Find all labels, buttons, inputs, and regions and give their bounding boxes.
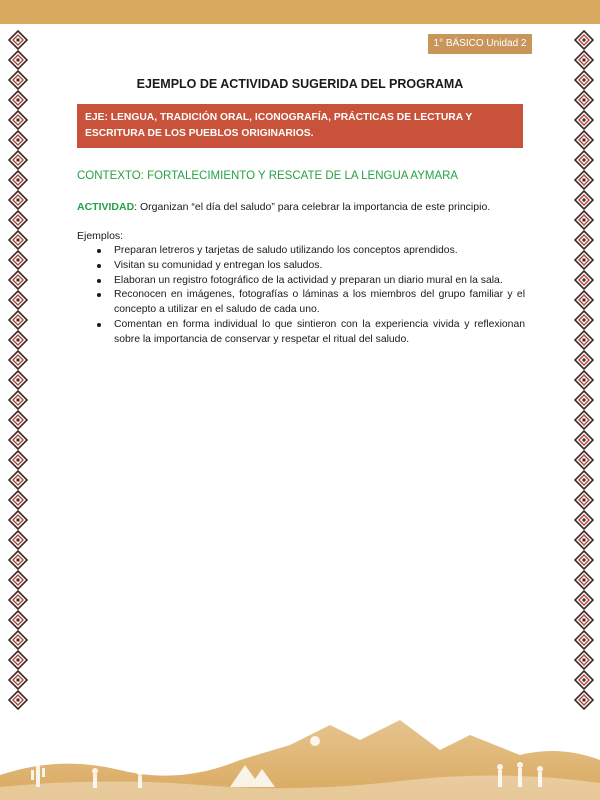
motif-diamond-icon <box>9 31 27 49</box>
motif-diamond-icon <box>9 391 27 409</box>
motif-diamond-icon <box>9 211 27 229</box>
motif-diamond-icon <box>9 591 27 609</box>
motif-diamond-icon <box>9 151 27 169</box>
motif-diamond-icon <box>575 491 593 509</box>
motif-diamond-icon <box>575 651 593 669</box>
examples-list <box>97 244 525 348</box>
bullet-icon <box>97 279 101 283</box>
motif-diamond-icon <box>9 71 27 89</box>
context-heading: CONTEXTO: FORTALECIMIENTO Y RESCATE DE LA LENGUA AYMARA <box>77 170 459 182</box>
motif-diamond-icon <box>575 211 593 229</box>
motif-diamond-icon <box>575 611 593 629</box>
motif-diamond-icon <box>9 411 27 429</box>
motif-diamond-icon <box>9 291 27 309</box>
list-item-text: Reconocen en imágenes, fotografías o láminas a los miembros del grupo familiar y el concepto a utilizar en el saludo de cada uno. <box>114 289 525 316</box>
motif-diamond-icon <box>9 171 27 189</box>
bullet-icon <box>97 293 101 297</box>
motif-diamond-icon <box>575 331 593 349</box>
motif-diamond-icon <box>9 531 27 549</box>
motif-diamond-icon <box>575 671 593 689</box>
motif-diamond-icon <box>575 51 593 69</box>
list-item <box>97 259 525 274</box>
motif-diamond-icon <box>9 691 27 709</box>
motif-diamond-icon <box>9 631 27 649</box>
motif-diamond-icon <box>9 91 27 109</box>
motif-diamond-icon <box>575 691 593 709</box>
motif-diamond-icon <box>575 451 593 469</box>
motif-diamond-icon <box>9 671 27 689</box>
motif-diamond-icon <box>9 251 27 269</box>
top-band <box>0 0 600 24</box>
list-item <box>97 274 525 289</box>
motif-diamond-icon <box>575 351 593 369</box>
motif-diamond-icon <box>9 331 27 349</box>
list-item <box>97 288 525 318</box>
examples-label: Ejemplos: <box>77 230 124 242</box>
motif-diamond-icon <box>575 371 593 389</box>
activity-line <box>77 201 490 213</box>
motif-diamond-icon <box>575 171 593 189</box>
list-item-text: Comentan en forma individual lo que sintieron con la experiencia vivida y reflexionan sobre la importancia de conservar y respetar el ritual del saludo. <box>114 318 525 345</box>
eje-banner: EJE: LENGUA, TRADICIÓN ORAL, ICONOGRAFÍA, PRÁCTICAS DE LECTURA Y ESCRITURA DE LOS PUEBLOS ORIGINARIOS. <box>77 104 523 148</box>
motif-diamond-icon <box>575 151 593 169</box>
motif-diamond-icon <box>575 571 593 589</box>
list-item-text: Elaboran un registro fotográfico de la actividad y preparan un diario mural en la sala. <box>114 274 503 286</box>
motif-diamond-icon <box>575 251 593 269</box>
motif-diamond-icon <box>575 311 593 329</box>
motif-diamond-icon <box>575 411 593 429</box>
motif-diamond-icon <box>575 511 593 529</box>
motif-diamond-icon <box>575 471 593 489</box>
motif-diamond-icon <box>575 31 593 49</box>
motif-diamond-icon <box>9 571 27 589</box>
motif-diamond-icon <box>9 51 27 69</box>
motif-diamond-icon <box>9 371 27 389</box>
motif-diamond-icon <box>9 131 27 149</box>
motif-diamond-icon <box>9 651 27 669</box>
motif-diamond-icon <box>575 531 593 549</box>
motif-diamond-icon <box>575 111 593 129</box>
page-title: EJEMPLO DE ACTIVIDAD SUGERIDA DEL PROGRAMA <box>136 77 464 91</box>
motif-diamond-icon <box>9 111 27 129</box>
landscape-silhouette-icon <box>0 715 600 800</box>
andean-motif-border-left-icon <box>8 30 28 710</box>
motif-diamond-icon <box>9 351 27 369</box>
motif-diamond-icon <box>9 511 27 529</box>
motif-diamond-icon <box>575 71 593 89</box>
motif-diamond-icon <box>575 591 593 609</box>
motif-diamond-icon <box>575 191 593 209</box>
motif-diamond-icon <box>575 291 593 309</box>
list-item-text: Visitan su comunidad y entregan los saludos. <box>114 259 323 271</box>
motif-diamond-icon <box>9 551 27 569</box>
motif-diamond-icon <box>9 191 27 209</box>
list-item <box>97 244 525 259</box>
motif-diamond-icon <box>575 551 593 569</box>
list-item <box>97 318 525 348</box>
motif-diamond-icon <box>9 491 27 509</box>
motif-diamond-icon <box>575 271 593 289</box>
motif-diamond-icon <box>9 611 27 629</box>
list-item-text: Preparan letreros y tarjetas de saludo utilizando los conceptos aprendidos. <box>114 245 458 256</box>
motif-diamond-icon <box>575 391 593 409</box>
motif-diamond-icon <box>9 271 27 289</box>
motif-diamond-icon <box>575 431 593 449</box>
motif-diamond-icon <box>9 451 27 469</box>
bullet-icon <box>97 264 101 268</box>
activity-text: : Organizan “el día del saludo” para celebrar la importancia de este principio. <box>134 201 491 213</box>
motif-diamond-icon <box>575 91 593 109</box>
andean-motif-border-right-icon <box>574 30 594 710</box>
activity-label: ACTIVIDAD <box>77 201 135 213</box>
motif-diamond-icon <box>9 431 27 449</box>
motif-diamond-icon <box>575 631 593 649</box>
unit-badge: 1° BÁSICO Unidad 2 <box>428 34 532 54</box>
motif-diamond-icon <box>9 311 27 329</box>
motif-diamond-icon <box>9 231 27 249</box>
motif-diamond-icon <box>575 231 593 249</box>
bullet-icon <box>97 323 101 327</box>
motif-diamond-icon <box>9 471 27 489</box>
motif-diamond-icon <box>575 131 593 149</box>
bullet-icon <box>97 249 101 253</box>
